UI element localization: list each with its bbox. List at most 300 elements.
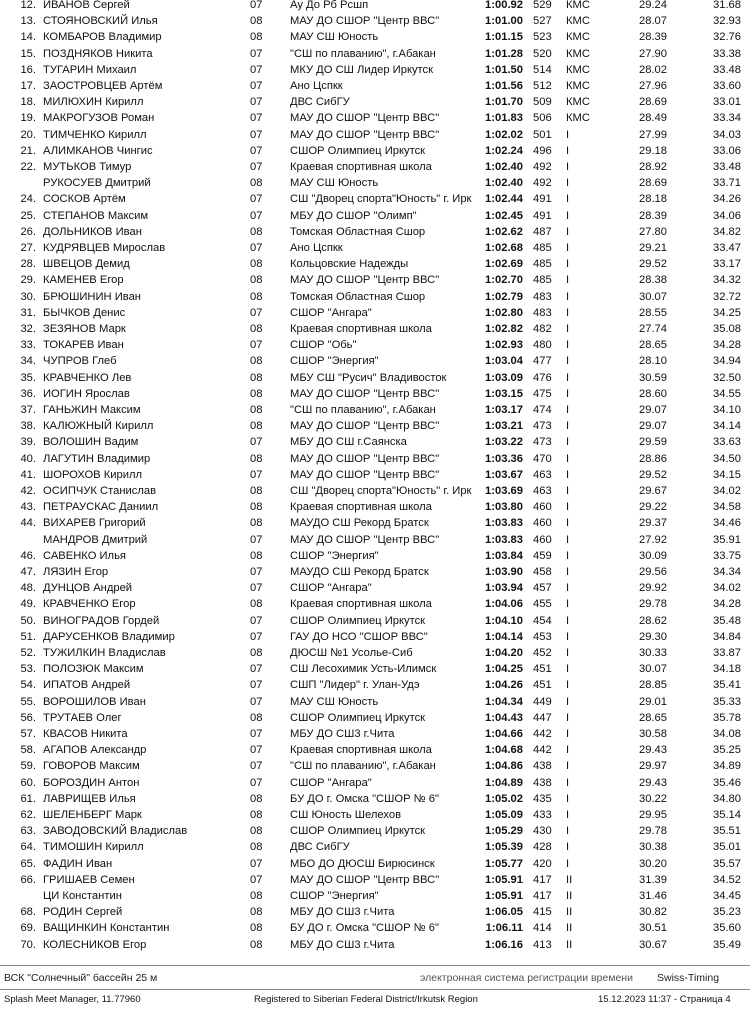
split-100m: 31.68 xyxy=(713,0,741,11)
club-name: ДВС СибГУ xyxy=(290,96,350,109)
split-50m: 29.07 xyxy=(639,420,667,433)
sport-rank: II xyxy=(566,873,573,886)
split-100m: 34.58 xyxy=(713,501,741,514)
club-name: БУ ДО г. Омска "СШОР № 6" xyxy=(290,922,439,935)
sport-rank: I xyxy=(566,857,570,870)
split-50m: 27.90 xyxy=(639,47,667,60)
sport-rank: I xyxy=(566,242,570,254)
table-row xyxy=(0,29,750,46)
result-time: 1:03.80 xyxy=(485,501,523,514)
sport-rank: I xyxy=(566,711,570,724)
sport-rank: КМС xyxy=(566,112,590,125)
split-100m: 33.75 xyxy=(713,549,741,562)
table-row xyxy=(0,46,750,63)
split-50m: 27.80 xyxy=(639,225,667,238)
result-time: 1:05.91 xyxy=(485,890,523,902)
split-100m: 34.89 xyxy=(713,760,741,773)
club-name: МАУДО СШ Рекорд Братск xyxy=(290,566,429,578)
split-100m: 35.78 xyxy=(713,711,741,724)
result-place: 64. xyxy=(20,841,36,854)
sport-rank: I xyxy=(566,744,570,757)
fina-points: 492 xyxy=(533,161,552,173)
sport-rank: I xyxy=(566,177,570,190)
fina-points: 454 xyxy=(533,614,552,627)
result-place: 43. xyxy=(20,501,36,514)
result-place: 63. xyxy=(20,825,36,838)
athlete-name: ПЕТРАУСКАС Даниил xyxy=(43,501,159,514)
table-row xyxy=(0,499,750,516)
birth-year: 07 xyxy=(250,468,263,481)
fina-points: 474 xyxy=(533,404,552,416)
result-time: 1:03.69 xyxy=(485,485,523,497)
table-row xyxy=(0,613,750,630)
fina-points: 460 xyxy=(533,517,552,530)
software-text: Splash Meet Manager, 11.77960 xyxy=(4,994,141,1005)
result-place: 50. xyxy=(20,614,36,627)
athlete-name: МАКРОГУЗОВ Роман xyxy=(43,112,155,125)
fina-points: 491 xyxy=(533,193,552,206)
result-time: 1:06.11 xyxy=(485,922,523,935)
result-time: 1:02.79 xyxy=(485,290,523,303)
birth-year: 08 xyxy=(250,355,263,368)
sport-rank: I xyxy=(566,468,570,481)
split-50m: 27.99 xyxy=(639,128,667,141)
birth-year: 07 xyxy=(250,873,263,886)
table-row xyxy=(0,175,750,192)
club-name: МАУ ДО СШОР "Центр ВВС" xyxy=(290,15,440,28)
table-row xyxy=(0,758,750,775)
club-name: Краевая спортивная школа xyxy=(290,598,432,611)
birth-year: 07 xyxy=(250,306,263,319)
athlete-name: АГАПОВ Александр xyxy=(43,744,147,757)
result-time: 1:01.50 xyxy=(485,63,523,76)
result-place: 19. xyxy=(20,112,36,125)
birth-year: 08 xyxy=(250,404,263,416)
athlete-name: ДОЛЬНИКОВ Иван xyxy=(43,225,142,238)
result-place: 18. xyxy=(20,96,36,109)
result-time: 1:01.70 xyxy=(485,96,523,109)
birth-year: 08 xyxy=(250,792,263,805)
athlete-name: ОСИПЧУК Станислав xyxy=(43,485,157,497)
result-time: 1:02.40 xyxy=(485,161,523,173)
table-row xyxy=(0,159,750,176)
result-time: 1:02.69 xyxy=(485,258,523,271)
split-50m: 28.18 xyxy=(639,193,667,206)
table-row xyxy=(0,143,750,160)
fina-points: 430 xyxy=(533,825,552,838)
athlete-name: ТУГАРИН Михаил xyxy=(43,63,137,76)
table-row xyxy=(0,289,750,306)
table-row xyxy=(0,856,750,873)
split-50m: 28.69 xyxy=(639,96,667,109)
split-50m: 29.67 xyxy=(639,485,667,497)
split-50m: 30.51 xyxy=(639,922,667,935)
sport-rank: КМС xyxy=(566,80,590,92)
club-name: СШ Юность Шелехов xyxy=(290,809,402,821)
split-50m: 27.74 xyxy=(639,323,667,335)
sport-rank: I xyxy=(566,549,570,562)
result-place: 70. xyxy=(20,938,36,951)
club-name: СШ "Дворец спорта"Юность" г. Ирк xyxy=(290,193,472,206)
sport-rank: I xyxy=(566,728,570,740)
sport-rank: II xyxy=(566,890,573,902)
result-time: 1:05.91 xyxy=(485,873,523,886)
result-time: 1:02.44 xyxy=(485,193,523,206)
split-100m: 34.55 xyxy=(713,387,741,400)
club-name: МАУ ДО СШОР "Центр ВВС" xyxy=(290,873,440,886)
sport-rank: I xyxy=(566,776,570,789)
page-number: Страница 4 xyxy=(679,994,731,1005)
sport-rank: I xyxy=(566,760,570,773)
birth-year: 08 xyxy=(250,906,263,919)
split-100m: 33.06 xyxy=(713,144,741,157)
split-50m: 29.78 xyxy=(639,598,667,611)
club-name: СШОР "Ангара" xyxy=(290,306,372,319)
fina-points: 420 xyxy=(533,857,552,870)
split-100m: 35.48 xyxy=(713,614,741,627)
split-100m: 34.46 xyxy=(713,517,741,530)
sport-rank: I xyxy=(566,436,570,449)
result-time: 1:05.77 xyxy=(485,857,523,870)
sport-rank: I xyxy=(566,387,570,400)
split-50m: 31.46 xyxy=(639,890,667,902)
split-50m: 28.39 xyxy=(639,31,667,44)
split-100m: 35.49 xyxy=(713,938,741,951)
split-100m: 33.47 xyxy=(713,242,741,254)
split-50m: 29.52 xyxy=(639,468,667,481)
table-row xyxy=(0,386,750,403)
result-place: 52. xyxy=(20,647,36,659)
birth-year: 08 xyxy=(250,225,263,238)
club-name: МАУ ДО СШОР "Центр ВВС" xyxy=(290,468,440,481)
sport-rank: I xyxy=(566,339,570,352)
result-time: 1:05.29 xyxy=(485,825,523,838)
sport-rank: КМС xyxy=(566,15,590,28)
club-name: Томская Областная Сшор xyxy=(290,225,426,238)
club-name: СШОР Олимпиец Иркутск xyxy=(290,144,426,157)
table-row xyxy=(0,677,750,694)
fina-points: 414 xyxy=(533,922,552,935)
split-50m: 28.60 xyxy=(639,387,667,400)
birth-year: 07 xyxy=(250,566,263,578)
table-row xyxy=(0,305,750,322)
venue-text: ВСК "Солнечный" бассейн 25 м xyxy=(4,972,158,984)
split-50m: 28.49 xyxy=(639,112,667,125)
split-100m: 34.80 xyxy=(713,792,741,805)
athlete-name: ЦИ Константин xyxy=(43,890,122,902)
split-100m: 35.57 xyxy=(713,857,741,870)
split-100m: 35.14 xyxy=(713,809,741,821)
result-place: 66. xyxy=(20,873,36,886)
split-50m: 29.95 xyxy=(639,809,667,821)
sport-rank: II xyxy=(566,938,573,951)
fina-points: 483 xyxy=(533,290,552,303)
club-name: СШОР "Энергия" xyxy=(290,355,379,368)
birth-year: 08 xyxy=(250,15,263,28)
sport-rank: I xyxy=(566,825,570,838)
birth-year: 07 xyxy=(250,209,263,222)
club-name: Ано Цспкк xyxy=(290,80,343,92)
fina-points: 463 xyxy=(533,468,552,481)
split-100m: 34.14 xyxy=(713,420,741,433)
table-row xyxy=(0,564,750,581)
sport-rank: I xyxy=(566,533,570,546)
result-place: 25. xyxy=(20,209,36,222)
birth-year: 07 xyxy=(250,663,263,676)
athlete-name: СТЕПАНОВ Максим xyxy=(43,209,149,222)
club-name: СШОР Олимпиец Иркутск xyxy=(290,825,426,838)
club-name: СШОР "Энергия" xyxy=(290,890,379,902)
sport-rank: II xyxy=(566,922,573,935)
table-row xyxy=(0,726,750,743)
birth-year: 07 xyxy=(250,857,263,870)
table-row xyxy=(0,402,750,419)
sport-rank: I xyxy=(566,679,570,692)
table-row xyxy=(0,337,750,354)
table-row xyxy=(0,110,750,127)
split-100m: 33.48 xyxy=(713,161,741,173)
result-place: 28. xyxy=(20,258,36,271)
sport-rank: I xyxy=(566,841,570,854)
result-place: 36. xyxy=(20,387,36,400)
result-place: 54. xyxy=(20,679,36,692)
result-time: 1:04.20 xyxy=(485,647,523,659)
split-100m: 34.10 xyxy=(713,404,741,416)
result-time: 1:06.16 xyxy=(485,938,523,951)
athlete-name: КРАВЧЕНКО Егор xyxy=(43,598,136,611)
sport-rank: I xyxy=(566,355,570,368)
club-name: МБУ ДО СШ3 г.Чита xyxy=(290,906,395,919)
result-place: 29. xyxy=(20,274,36,287)
table-row xyxy=(0,596,750,613)
split-100m: 32.50 xyxy=(713,371,741,384)
result-place: 13. xyxy=(20,15,36,28)
table-row xyxy=(0,807,750,824)
sport-rank: I xyxy=(566,695,570,708)
club-name: СШОР Олимпиец Иркутск xyxy=(290,711,426,724)
result-place: 46. xyxy=(20,549,36,562)
split-100m: 34.03 xyxy=(713,128,741,141)
table-row xyxy=(0,467,750,484)
club-name: МАУ ДО СШОР "Центр ВВС" xyxy=(290,387,440,400)
club-name: ДВС СибГУ xyxy=(290,841,350,854)
result-time: 1:01.00 xyxy=(485,15,523,28)
table-row xyxy=(0,920,750,937)
print-datetime: 15.12.2023 11:37 - Страница 4 xyxy=(598,994,731,1005)
birth-year: 07 xyxy=(250,242,263,254)
club-name: МАУ СШ Юность xyxy=(290,695,379,708)
fina-points: 491 xyxy=(533,209,552,222)
split-50m: 29.43 xyxy=(639,744,667,757)
club-name: МБУ ДО СШ г.Саянска xyxy=(290,436,407,449)
table-row xyxy=(0,434,750,451)
fina-points: 460 xyxy=(533,501,552,514)
result-place: 35. xyxy=(20,371,36,384)
birth-year: 07 xyxy=(250,760,263,773)
result-time: 1:04.34 xyxy=(485,695,523,708)
sport-rank: I xyxy=(566,371,570,384)
fina-points: 509 xyxy=(533,96,552,109)
fina-points: 447 xyxy=(533,711,552,724)
result-time: 1:03.22 xyxy=(485,436,523,449)
athlete-name: СОСКОВ Артём xyxy=(43,193,126,206)
sport-rank: I xyxy=(566,452,570,465)
split-50m: 30.22 xyxy=(639,792,667,805)
athlete-name: ПОЛОЗЮК Максим xyxy=(43,663,144,676)
split-100m: 34.18 xyxy=(713,663,741,676)
result-place: 42. xyxy=(20,485,36,497)
sport-rank: I xyxy=(566,274,570,287)
sport-rank: I xyxy=(566,485,570,497)
fina-points: 506 xyxy=(533,112,552,125)
split-50m: 29.37 xyxy=(639,517,667,530)
birth-year: 08 xyxy=(250,922,263,935)
athlete-name: ВОЛОШИН Вадим xyxy=(43,436,139,449)
birth-year: 07 xyxy=(250,339,263,352)
split-50m: 30.33 xyxy=(639,647,667,659)
result-place: 58. xyxy=(20,744,36,757)
table-row xyxy=(0,645,750,662)
sport-rank: I xyxy=(566,128,570,141)
result-place: 33. xyxy=(20,339,36,352)
split-50m: 28.69 xyxy=(639,177,667,190)
split-100m: 34.45 xyxy=(713,890,741,902)
birth-year: 07 xyxy=(250,695,263,708)
athlete-name: КВАСОВ Никита xyxy=(43,728,128,740)
table-row xyxy=(0,321,750,338)
result-place: 26. xyxy=(20,225,36,238)
birth-year: 07 xyxy=(250,744,263,757)
fina-points: 417 xyxy=(533,873,552,886)
result-place: 34. xyxy=(20,355,36,368)
sport-rank: I xyxy=(566,404,570,416)
split-100m: 34.08 xyxy=(713,728,741,740)
fina-points: 413 xyxy=(533,938,552,951)
fina-points: 442 xyxy=(533,744,552,757)
result-time: 1:03.09 xyxy=(485,371,523,384)
split-50m: 28.65 xyxy=(639,711,667,724)
split-50m: 30.59 xyxy=(639,371,667,384)
sport-rank: II xyxy=(566,906,573,919)
fina-points: 453 xyxy=(533,630,552,643)
sport-rank: I xyxy=(566,144,570,157)
birth-year: 08 xyxy=(250,387,263,400)
sport-rank: КМС xyxy=(566,96,590,109)
split-100m: 34.02 xyxy=(713,582,741,595)
birth-year: 08 xyxy=(250,809,263,821)
sport-rank: I xyxy=(566,306,570,319)
split-100m: 35.23 xyxy=(713,906,741,919)
result-time: 1:04.10 xyxy=(485,614,523,627)
sport-rank: I xyxy=(566,614,570,627)
club-name: МАУ СШ Юность xyxy=(290,177,379,190)
sport-rank: I xyxy=(566,647,570,659)
fina-points: 451 xyxy=(533,663,552,676)
table-row xyxy=(0,0,750,14)
result-time: 1:03.04 xyxy=(485,355,523,368)
fina-points: 438 xyxy=(533,760,552,773)
fina-points: 485 xyxy=(533,258,552,271)
result-place: 51. xyxy=(20,630,36,643)
table-row xyxy=(0,370,750,387)
result-time: 1:03.36 xyxy=(485,452,523,465)
split-100m: 35.51 xyxy=(713,825,741,838)
athlete-name: ШОРОХОВ Кирилл xyxy=(43,468,143,481)
split-100m: 34.15 xyxy=(713,468,741,481)
split-100m: 35.08 xyxy=(713,323,741,335)
birth-year: 07 xyxy=(250,193,263,206)
split-50m: 30.38 xyxy=(639,841,667,854)
result-time: 1:01.28 xyxy=(485,47,523,60)
split-50m: 29.59 xyxy=(639,436,667,449)
split-100m: 32.93 xyxy=(713,15,741,28)
result-time: 1:02.80 xyxy=(485,306,523,319)
table-row xyxy=(0,710,750,727)
club-name: МАУ ДО СШОР "Центр ВВС" xyxy=(290,533,440,546)
timing-brand: Swiss-Timing xyxy=(657,972,720,984)
sport-rank: КМС xyxy=(566,31,590,44)
table-row xyxy=(0,256,750,273)
split-50m: 30.67 xyxy=(639,938,667,951)
result-time: 1:05.02 xyxy=(485,792,523,805)
athlete-name: ФАДИН Иван xyxy=(43,857,113,870)
sport-rank: I xyxy=(566,598,570,611)
birth-year: 08 xyxy=(250,647,263,659)
result-time: 1:03.83 xyxy=(485,517,523,530)
result-time: 1:03.21 xyxy=(485,420,523,433)
sport-rank: I xyxy=(566,161,570,173)
result-time: 1:02.40 xyxy=(485,177,523,190)
athlete-name: ИВАНОВ Сергей xyxy=(43,0,130,11)
club-name: Кольцовские Надежды xyxy=(290,258,409,271)
result-time: 1:04.26 xyxy=(485,679,523,692)
result-time: 1:04.66 xyxy=(485,728,523,740)
table-row xyxy=(0,548,750,565)
club-name: МКУ ДО СШ Лидер Иркутск xyxy=(290,63,434,76)
result-place: 60. xyxy=(20,776,36,789)
footer-divider-top xyxy=(0,965,750,966)
athlete-name: ВИНОГРАДОВ Гордей xyxy=(43,614,160,627)
split-100m: 35.41 xyxy=(713,679,741,692)
birth-year: 08 xyxy=(250,890,263,902)
table-row xyxy=(0,13,750,30)
split-50m: 30.07 xyxy=(639,290,667,303)
birth-year: 08 xyxy=(250,549,263,562)
fina-points: 520 xyxy=(533,47,552,60)
athlete-name: МУТЬКОВ Тимур xyxy=(43,161,132,173)
birth-year: 08 xyxy=(250,258,263,271)
athlete-name: РУКОСУЕВ Дмитрий xyxy=(43,177,151,190)
table-row xyxy=(0,208,750,225)
birth-year: 08 xyxy=(250,825,263,838)
club-name: Краевая спортивная школа xyxy=(290,161,432,173)
club-name: МАУ ДО СШОР "Центр ВВС" xyxy=(290,112,440,125)
split-100m: 34.28 xyxy=(713,598,741,611)
club-name: МБУ ДО СШ3 г.Чита xyxy=(290,938,395,951)
sport-rank: I xyxy=(566,193,570,206)
club-name: МАУ ДО СШОР "Центр ВВС" xyxy=(290,128,440,141)
result-place: 12. xyxy=(20,0,36,11)
fina-points: 485 xyxy=(533,274,552,287)
fina-points: 483 xyxy=(533,306,552,319)
club-name: "СШ по плаванию", г.Абакан xyxy=(290,404,436,416)
result-place: 41. xyxy=(20,468,36,481)
table-row xyxy=(0,888,750,905)
club-name: СШОР "Обь" xyxy=(290,339,357,352)
athlete-name: САВЕНКО Илья xyxy=(43,549,126,562)
split-50m: 28.92 xyxy=(639,161,667,173)
sport-rank: I xyxy=(566,630,570,643)
